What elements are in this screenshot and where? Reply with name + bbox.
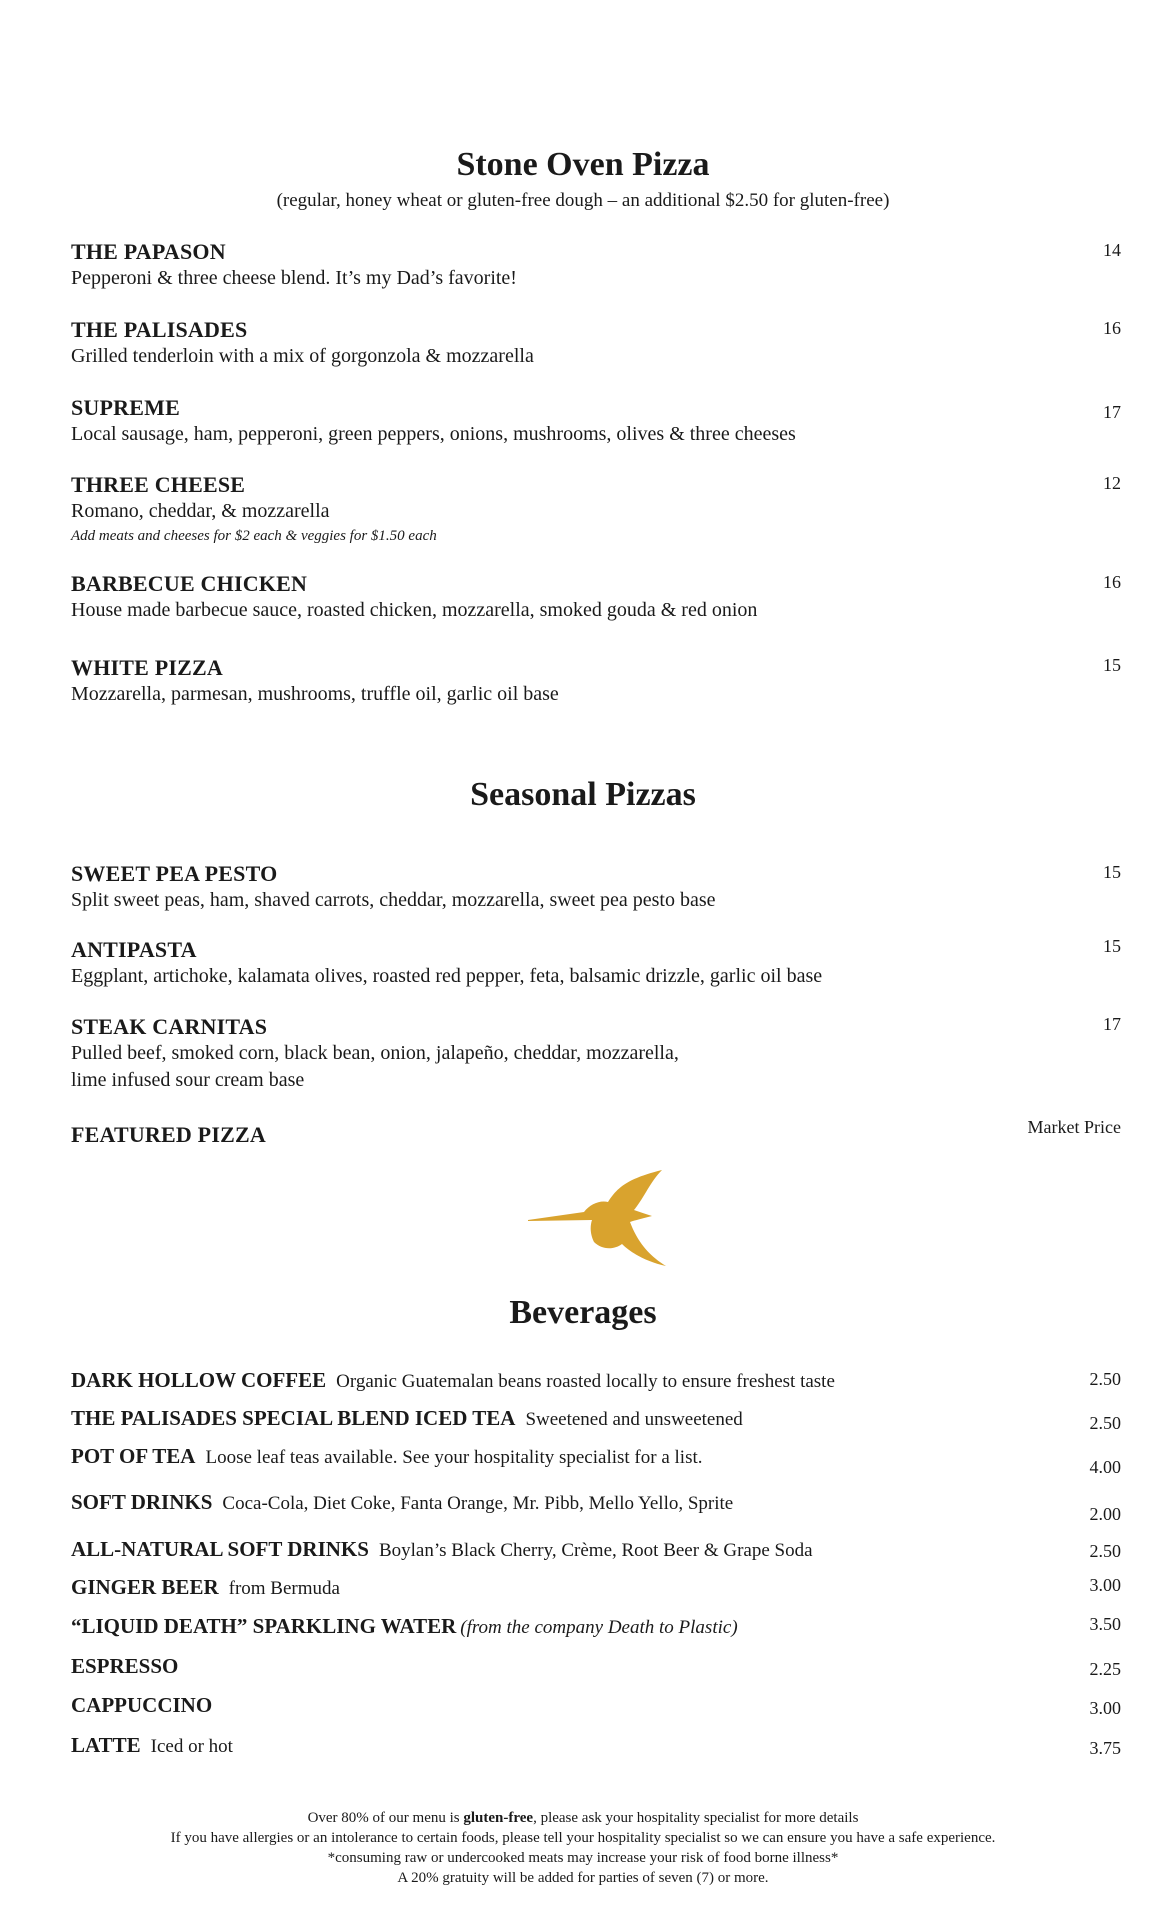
menu-item	[71, 860, 1121, 914]
menu-item-description-continued: lime infused sour cream base	[71, 1069, 305, 1091]
beverage-price: 2.50	[1089, 1413, 1121, 1433]
footer-gluten-free-note	[0, 1808, 1166, 1828]
menu-item-price: 17	[1103, 1014, 1121, 1034]
beverage-price: 4.00	[1089, 1457, 1121, 1477]
menu-item-name: SWEET PEA PESTO	[71, 861, 278, 886]
menu-item-price: 12	[1103, 473, 1121, 493]
footer-gratuity-note: A 20% gratuity will be added for parties of seven (7) or more.	[397, 1870, 769, 1886]
menu-item-description: Grilled tenderloin with a mix of gorgonzola & mozzarella	[71, 345, 534, 367]
footer-text: Over 80% of our menu is	[307, 1810, 464, 1826]
menu-item-description: Pulled beef, smoked corn, black bean, onion, jalapeño, cheddar, mozzarella,	[71, 1042, 679, 1064]
footer-allergy-note: If you have allergies or an intolerance to certain foods, please tell your hospitality specialist so we can ensure you have a safe experience.	[170, 1830, 996, 1846]
menu-item-price: 16	[1103, 318, 1121, 338]
seasonal-section-title: Seasonal Pizzas	[470, 776, 696, 813]
menu-item-description: Pepperoni & three cheese blend. It’s my Dad’s favorite!	[71, 267, 517, 289]
menu-item-description: Split sweet peas, ham, shaved carrots, cheddar, mozzarella, sweet pea pesto base	[71, 889, 716, 911]
menu-item-name: ANTIPASTA	[71, 937, 197, 962]
menu-item-description: Eggplant, artichoke, kalamata olives, roasted red pepper, feta, balsamic drizzle, garlic oil base	[71, 965, 823, 987]
menu-item	[71, 936, 1121, 990]
beverage-name: “LIQUID DEATH” SPARKLING WATER	[71, 1614, 457, 1638]
menu-item-name: THE PAPASON	[71, 239, 226, 264]
beverage-description: Sweetened and unsweetened	[525, 1409, 743, 1430]
menu-item-price: 15	[1103, 862, 1121, 882]
menu-item	[71, 471, 1121, 547]
menu-item-price: 14	[1103, 240, 1121, 260]
beverage-name: ALL-NATURAL SOFT DRINKS	[71, 1537, 369, 1561]
beverage-item	[71, 1368, 1071, 1393]
menu-item-price: 17	[1103, 402, 1121, 422]
beverage-description: Iced or hot	[150, 1736, 233, 1757]
menu-item-name: SUPREME	[71, 395, 180, 420]
beverage-name: SOFT DRINKS	[71, 1490, 213, 1514]
menu-item-name: WHITE PIZZA	[71, 655, 223, 680]
beverage-item	[71, 1406, 1071, 1431]
beverages-section-title: Beverages	[509, 1294, 657, 1331]
beverage-description: Coca-Cola, Diet Coke, Fanta Orange, Mr. Pibb, Mello Yello, Sprite	[222, 1493, 734, 1514]
menu-item-name: THREE CHEESE	[71, 472, 246, 497]
menu-item-name: BARBECUE CHICKEN	[71, 571, 308, 596]
beverage-price: 2.25	[1089, 1659, 1121, 1679]
footer-raw-meat-warning: *consuming raw or undercooked meats may increase your risk of food borne illness*	[327, 1850, 839, 1866]
pizza-section-title: Stone Oven Pizza	[456, 146, 710, 183]
menu-item	[71, 654, 1121, 708]
beverage-price: 3.00	[1089, 1698, 1121, 1718]
beverage-price: 3.50	[1089, 1614, 1121, 1634]
menu-item-note: Add meats and cheeses for $2 each & veggies for $1.50 each	[71, 528, 437, 544]
beverage-item	[71, 1693, 1071, 1718]
beverage-item	[71, 1733, 1071, 1758]
menu-item-name: STEAK CARNITAS	[71, 1014, 268, 1039]
menu-item-name: THE PALISADES	[71, 317, 248, 342]
menu-item-name: FEATURED PIZZA	[71, 1122, 266, 1147]
beverage-price: 3.75	[1089, 1738, 1121, 1758]
beverage-name: ESPRESSO	[71, 1654, 179, 1678]
footer-text: , please ask your hospitality specialist for more details	[533, 1810, 859, 1826]
beverage-item	[71, 1490, 1071, 1515]
menu-item-price: Market Price	[1027, 1117, 1121, 1137]
beverage-item	[71, 1537, 1071, 1562]
beverage-name: DARK HOLLOW COFFEE	[71, 1368, 327, 1392]
menu-item-description: Mozzarella, parmesan, mushrooms, truffle oil, garlic oil base	[71, 683, 559, 705]
beverage-price: 2.50	[1089, 1369, 1121, 1389]
menu-item	[71, 570, 1121, 624]
menu-item	[71, 1013, 1121, 1094]
beverage-description: from Bermuda	[228, 1578, 340, 1599]
footer-emphasis: gluten-free	[463, 1810, 534, 1826]
beverage-price: 2.00	[1089, 1504, 1121, 1524]
menu-item	[71, 1121, 1121, 1148]
beverage-item	[71, 1575, 1071, 1600]
menu-item-price: 16	[1103, 572, 1121, 592]
menu-item-price: 15	[1103, 655, 1121, 675]
menu-item-description: House made barbecue sauce, roasted chicken, mozzarella, smoked gouda & red onion	[71, 599, 758, 621]
beverage-name: GINGER BEER	[71, 1575, 219, 1599]
beverage-name: POT OF TEA	[71, 1444, 196, 1468]
menu-item	[71, 238, 1121, 292]
beverage-description: (from the company Death to Plastic)	[460, 1617, 738, 1638]
menu-item-description: Local sausage, ham, pepperoni, green peppers, onions, mushrooms, olives & three cheeses	[71, 423, 796, 445]
menu-item-price: 15	[1103, 936, 1121, 956]
menu-item	[71, 316, 1121, 370]
menu-item	[71, 394, 1121, 448]
pizza-section-subtitle: (regular, honey wheat or gluten-free dough – an additional $2.50 for gluten-free)	[276, 190, 890, 211]
beverage-description: Loose leaf teas available. See your hospitality specialist for a list.	[205, 1447, 703, 1468]
beverage-price: 3.00	[1089, 1575, 1121, 1595]
menu-item-description: Romano, cheddar, & mozzarella	[71, 500, 330, 522]
beverage-name: LATTE	[71, 1733, 141, 1757]
beverage-description: Boylan’s Black Cherry, Crème, Root Beer & Grape Soda	[378, 1540, 813, 1561]
beverage-name: THE PALISADES SPECIAL BLEND ICED TEA	[71, 1406, 516, 1430]
beverage-item	[71, 1654, 1071, 1679]
beverage-item	[71, 1444, 1071, 1469]
hummingbird-icon	[526, 1168, 666, 1268]
beverage-description: Organic Guatemalan beans roasted locally to ensure freshest taste	[336, 1371, 835, 1392]
beverage-item	[71, 1614, 1071, 1639]
beverage-price: 2.50	[1089, 1541, 1121, 1561]
beverage-name: CAPPUCCINO	[71, 1693, 213, 1717]
